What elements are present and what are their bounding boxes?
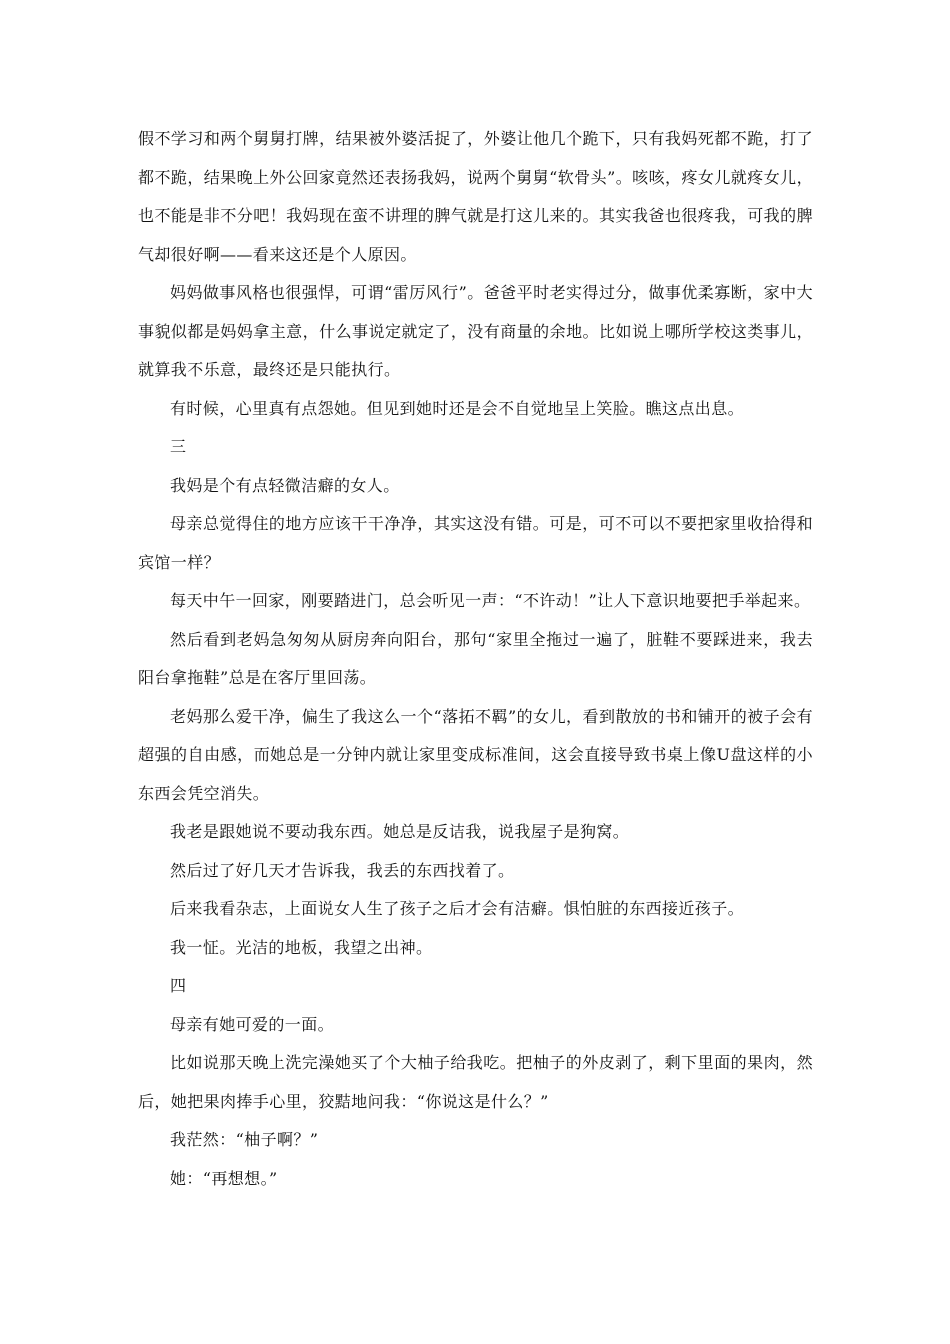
paragraph-18: 她：“再想想。”: [170, 1168, 278, 1188]
paragraph-9: 老妈那么爱干净，偏生了我这么一个“落拓不羁”的女儿，看到散放的书和铺开的被子会有超强的自由感，而她总是一分钟内就让家里变成标准间，这会直接导致书桌上像U盘这样的小东西会凭空消失。: [138, 706, 813, 803]
document-page: [138, 120, 813, 1198]
paragraph-5: 我妈是个有点轻微洁癖的女人。: [170, 475, 400, 495]
paragraph-17: 我茫然：“柚子啊？”: [170, 1130, 319, 1149]
paragraph-12: 后来我看杂志，上面说女人生了孩子之后才会有洁癖。惧怕脏的东西接近孩子。: [170, 899, 745, 918]
paragraph-8: 然后看到老妈急匆匆从厨房奔向阳台，那句“家里全拖过一遍了，脏鞋不要踩进来，我去阳台拿拖鞋”总是在客厅里回荡。: [138, 629, 813, 687]
paragraph-13: 我一怔。光洁的地板，我望之出神。: [170, 937, 433, 957]
paragraph-11: 然后过了好几天才告诉我，我丢的东西找着了。: [170, 860, 515, 880]
section-heading-3: 三: [170, 437, 187, 456]
paragraph-15: 母亲有她可爱的一面。: [170, 1014, 335, 1034]
paragraph-1: 假不学习和两个舅舅打牌，结果被外婆活捉了，外婆让他几个跪下，只有我妈死都不跪，打了都不跪，结果晚上外公回家竟然还表扬我妈，说两个舅舅“软骨头”。咳咳，疼女儿就疼女儿，也不能是非不分吧！我妈现在蛮不讲理的脾气就是打这儿来的。其实我爸也很疼我，可我的脾气却很好啊——看来这还是个人原因。: [138, 129, 813, 264]
paragraph-3: 有时候，心里真有点怨她。但见到她时还是会不自觉地呈上笑脸。瞧这点出息。: [170, 398, 745, 418]
paragraph-2: 妈妈做事风格也很强悍，可谓“雷厉风行”。爸爸平时老实得过分，做事优柔寡断，家中大事貌似都是妈妈拿主意，什么事说定就定了，没有商量的余地。比如说上哪所学校这类事儿，就算我不乐意，最终还是只能执行。: [138, 283, 813, 379]
paragraph-16: 比如说那天晚上洗完澡她买了个大柚子给我吃。把柚子的外皮剥了，剩下里面的果肉，然后，她把果肉捧手心里，狡黠地问我：“你说这是什么？”: [138, 1053, 813, 1111]
paragraph-10: 我老是跟她说不要动我东西。她总是反诘我，说我屋子是狗窝。: [170, 822, 630, 841]
section-heading-4: 四: [170, 976, 187, 995]
paragraph-7: 每天中午一回家，刚要踏进门，总会听见一声：“不许动！”让人下意识地要把手举起来。: [170, 591, 811, 610]
paragraph-6: 母亲总觉得住的地方应该干干净净，其实这没有错。可是，可不可以不要把家里收拾得和宾馆一样？: [138, 514, 813, 572]
